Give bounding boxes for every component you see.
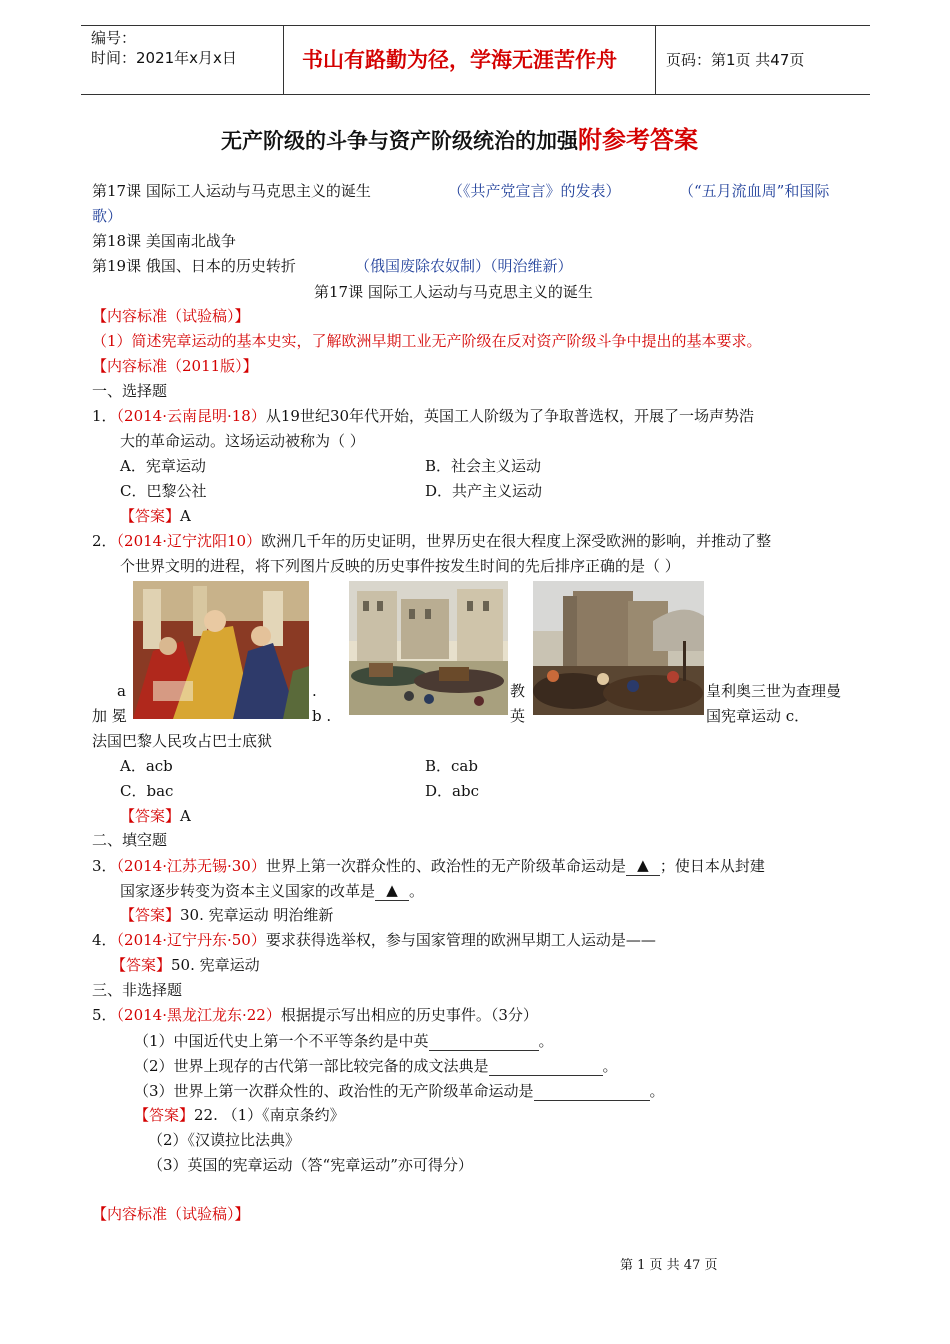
answer-3: 【答案】30. 宪章运动 明治维新: [120, 906, 334, 924]
standard-trial-heading: 【内容标准（试验稿）】: [92, 307, 250, 325]
answer-5: 【答案】22. （1）《南京条约》: [134, 1106, 345, 1124]
document-title: [221, 124, 698, 157]
picture-fragment: 法国巴黎人民攻占巴士底狱: [92, 732, 273, 750]
answer-blank: [429, 1030, 539, 1051]
question-source: （2014·江苏无锡·30）: [116, 857, 266, 875]
question-1-cont: 大的革命运动。这场运动被称为（ ）: [120, 432, 365, 450]
bastille-painting: [533, 581, 704, 715]
option-b: B．社会主义运动: [425, 457, 542, 475]
option-c: C．巴黎公社: [120, 482, 207, 500]
page-counter: 页码：第1页 共47页: [666, 51, 805, 69]
header-divider: [655, 25, 656, 94]
picture-fragment: 加 冕: [92, 707, 127, 725]
option-a: A．acb: [120, 757, 173, 775]
picture-fragment: 英: [510, 707, 526, 725]
question-5-part-1: （1）中国近代史上第一个不平等条约是中英 。: [134, 1032, 554, 1050]
answer-blank: ▲: [626, 855, 660, 876]
section-title: 第17课 国际工人运动与马克思主义的诞生: [314, 283, 593, 301]
question-source: （2014·辽宁沈阳10）: [116, 532, 262, 550]
question-3: 3．（2014·江苏无锡·30）世界上第一次群众性的、政治性的无产阶级革命运动是 ▲ ；使日本从封建: [92, 856, 765, 875]
option-a: A．宪章运动: [120, 457, 206, 475]
header-motto: 书山有路勤为径，学海无涯苦作舟: [302, 48, 617, 72]
doc-time-label: 时间：2021年x月x日: [91, 49, 237, 67]
question-source: （2014·黑龙江龙东·22）: [116, 1006, 281, 1024]
answer-blank: ▲: [375, 880, 409, 901]
option-d: D．共产主义运动: [425, 482, 543, 500]
option-d: D．abc: [425, 782, 479, 800]
title-suffix: 附参考答案: [578, 126, 698, 154]
picture-fragment: .: [312, 682, 317, 700]
question-2-cont: 个世界文明的进程，将下列图片反映的历史事件按发生时间的先后排序正确的是（ ）: [120, 557, 680, 575]
toc-lesson-17: 第17课 国际工人运动与马克思主义的诞生: [92, 182, 371, 200]
answer-2: 【答案】A: [120, 807, 191, 825]
question-3-cont: 国家逐步转变为资本主义国家的改革是 ▲ 。: [120, 881, 425, 900]
question-1: 1．（2014·云南昆明·18）从19世纪30年代开始，英国工人阶级为了争取普选权，开展了一场声势浩: [92, 407, 755, 425]
option-c: C．bac: [120, 782, 174, 800]
toc-lesson-18: 第18课 美国南北战争: [92, 232, 236, 250]
toc-lesson-17-sub2: （“五月流血周”和国际: [679, 182, 830, 200]
picture-fragment: 皇利奥三世为查理曼: [706, 682, 842, 700]
question-4: 4．（2014·辽宁丹东·50）要求获得选举权，参与国家管理的欧洲早期工人运动是——: [92, 931, 656, 949]
toc-lesson-19-sub: （俄国废除农奴制）（明治维新）: [355, 257, 573, 275]
question-source: （2014·辽宁丹东·50）: [116, 931, 266, 949]
part-3-heading: 三、非选择题: [92, 981, 183, 999]
standard-trial-text: （1）简述宪章运动的基本史实，了解欧洲早期工业无产阶级在反对资产阶级斗争中提出的基本要求。: [92, 332, 762, 350]
page-footer: 第 1 页 共 47 页: [620, 1258, 718, 1273]
question-5-part-3: （3）世界上第一次群众性的、政治性的无产阶级革命运动是 。: [134, 1082, 665, 1100]
picture-fragment: 教: [510, 682, 526, 700]
answer-blank: [534, 1080, 650, 1101]
answer-4: 【答案】50. 宪章运动: [111, 956, 260, 974]
question-2: 2．（2014·辽宁沈阳10）欧洲几千年的历史证明，世界历史在很大程度上深受欧洲的影响，并推动了整: [92, 532, 772, 550]
coronation-painting: [133, 581, 309, 719]
title-main: 无产阶级的斗争与资产阶级统治的加强: [221, 129, 578, 153]
part-1-heading: 一、选择题: [92, 382, 168, 400]
answer-5-part-3: （3）英国的宪章运动（答“宪章运动”亦可得分）: [148, 1156, 473, 1174]
answer-1: 【答案】A: [120, 507, 191, 525]
picture-label-a: a: [117, 682, 126, 700]
question-5-part-2: （2）世界上现存的古代第一部比较完备的成文法典是 。: [134, 1057, 618, 1075]
question-source: （2014·云南昆明·18）: [116, 407, 266, 425]
part-2-heading: 二、填空题: [92, 831, 168, 849]
header-divider: [283, 25, 284, 94]
chartist-march-painting: [349, 581, 508, 715]
picture-label-c: 国宪章运动 c．: [706, 707, 810, 725]
answer-blank: [489, 1055, 603, 1076]
doc-number-label: 编号：: [91, 29, 137, 47]
standard-2011-heading: 【内容标准（2011版）】: [92, 357, 258, 375]
option-b: B．cab: [425, 757, 478, 775]
standard-trial-heading-2: 【内容标准（试验稿）】: [92, 1205, 250, 1223]
toc-lesson-19: 第19课 俄国、日本的历史转折: [92, 257, 296, 275]
toc-lesson-17-sub2-end: 歌）: [92, 207, 123, 225]
picture-label-b: b .: [312, 707, 332, 725]
answer-5-part-2: （2）《汉谟拉比法典》: [148, 1131, 301, 1149]
question-5: 5．（2014·黑龙江龙东·22）根据提示写出相应的历史事件。（3分）: [92, 1006, 538, 1024]
toc-lesson-17-sub1: （《共产党宣言》的发表）: [448, 182, 621, 200]
